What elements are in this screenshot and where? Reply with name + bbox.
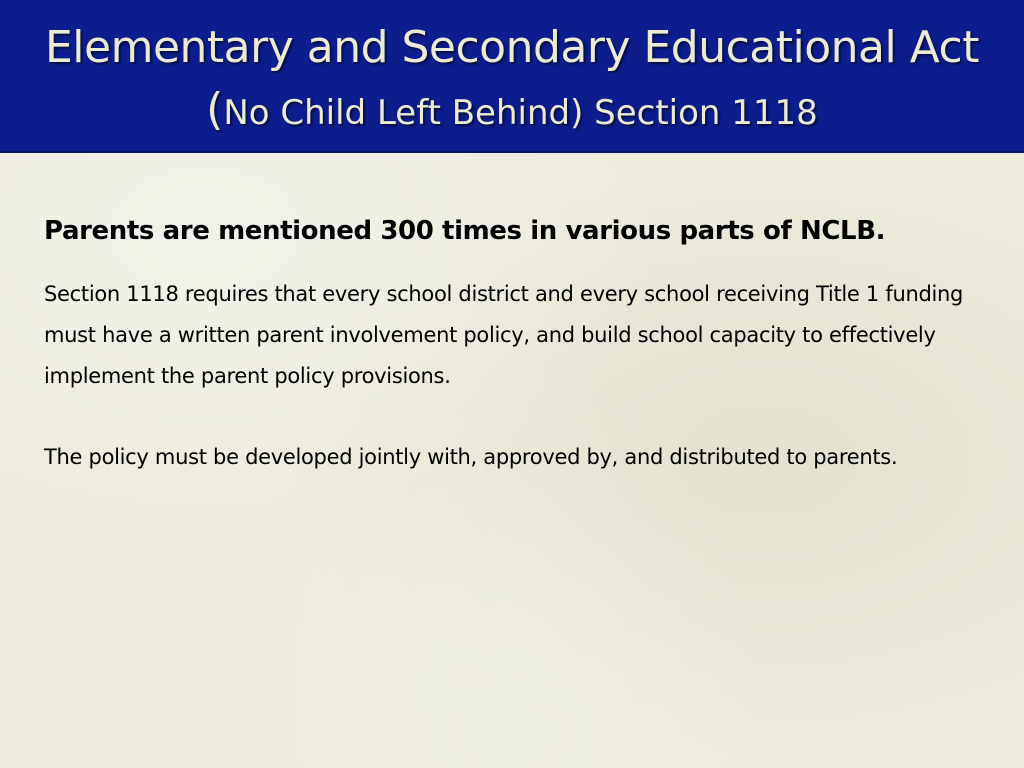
slide-title-bar: [0, 0, 1024, 153]
lead-statement: Parents are mentioned 300 times in various parts of NCLB.: [44, 216, 886, 246]
subtitle-text: No Child Left Behind) Section 1118: [223, 93, 818, 133]
paragraph-section-requirements: Section 1118 requires that every school district and every school receiving Title 1 funding must have a written parent involvement policy, and build school capacity to effectively implement the parent policy provisions.: [44, 282, 964, 388]
paragraph-policy-development: The policy must be developed jointly with, approved by, and distributed to parents.: [44, 445, 898, 469]
slide-body: [44, 206, 989, 518]
slide-title: Elementary and Secondary Educational Act: [44, 22, 979, 73]
slide-subtitle: [0, 82, 1024, 141]
subtitle-open-paren: (: [206, 84, 224, 135]
